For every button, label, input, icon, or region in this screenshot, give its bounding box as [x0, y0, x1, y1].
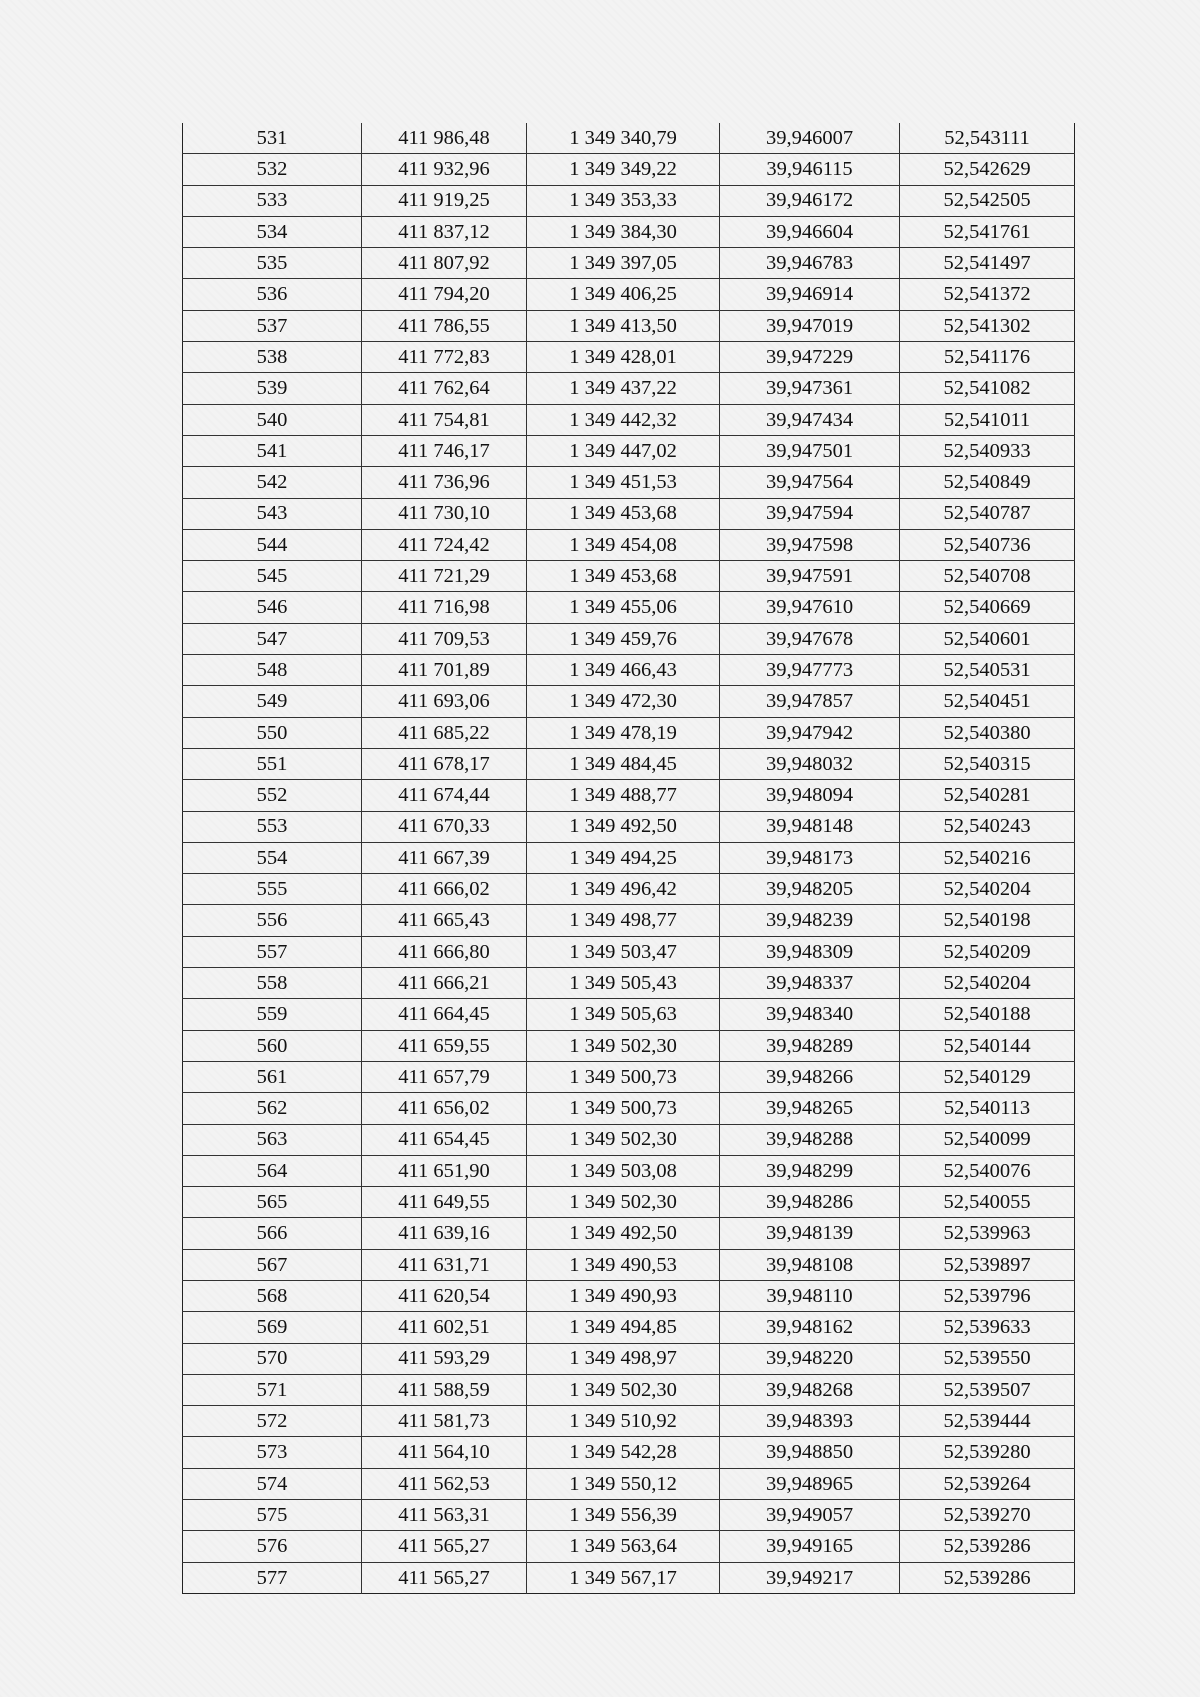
point-number-cell: 550	[183, 717, 362, 748]
y-coordinate-cell: 1 349 428,01	[527, 342, 720, 373]
table-row	[183, 216, 1075, 247]
table-row	[183, 561, 1075, 592]
point-number-cell: 542	[183, 467, 362, 498]
point-number-cell: 548	[183, 655, 362, 686]
latitude-cell: 52,540055	[900, 1187, 1075, 1218]
point-number-cell: 533	[183, 185, 362, 216]
latitude-cell: 52,540380	[900, 717, 1075, 748]
y-coordinate-cell: 1 349 492,50	[527, 811, 720, 842]
x-coordinate-cell: 411 581,73	[362, 1406, 527, 1437]
table-row	[183, 342, 1075, 373]
point-number-cell: 561	[183, 1061, 362, 1092]
table-row	[183, 404, 1075, 435]
point-number-cell: 563	[183, 1124, 362, 1155]
latitude-cell: 52,540531	[900, 655, 1075, 686]
x-coordinate-cell: 411 730,10	[362, 498, 527, 529]
longitude-cell: 39,948110	[720, 1280, 900, 1311]
latitude-cell: 52,541497	[900, 248, 1075, 279]
latitude-cell: 52,539264	[900, 1468, 1075, 1499]
latitude-cell: 52,540216	[900, 842, 1075, 873]
y-coordinate-cell: 1 349 494,85	[527, 1312, 720, 1343]
point-number-cell: 554	[183, 842, 362, 873]
table-row	[183, 1312, 1075, 1343]
table-row	[183, 1437, 1075, 1468]
latitude-cell: 52,543111	[900, 123, 1075, 154]
y-coordinate-cell: 1 349 406,25	[527, 279, 720, 310]
longitude-cell: 39,947564	[720, 467, 900, 498]
longitude-cell: 39,946115	[720, 154, 900, 185]
y-coordinate-cell: 1 349 453,68	[527, 561, 720, 592]
x-coordinate-cell: 411 659,55	[362, 1030, 527, 1061]
latitude-cell: 52,540099	[900, 1124, 1075, 1155]
longitude-cell: 39,948162	[720, 1312, 900, 1343]
point-number-cell: 558	[183, 968, 362, 999]
latitude-cell: 52,539280	[900, 1437, 1075, 1468]
y-coordinate-cell: 1 349 556,39	[527, 1500, 720, 1531]
longitude-cell: 39,946172	[720, 185, 900, 216]
y-coordinate-cell: 1 349 349,22	[527, 154, 720, 185]
longitude-cell: 39,948286	[720, 1187, 900, 1218]
x-coordinate-cell: 411 649,55	[362, 1187, 527, 1218]
point-number-cell: 549	[183, 686, 362, 717]
longitude-cell: 39,948148	[720, 811, 900, 842]
table-row	[183, 1280, 1075, 1311]
point-number-cell: 556	[183, 905, 362, 936]
point-number-cell: 559	[183, 999, 362, 1030]
point-number-cell: 532	[183, 154, 362, 185]
table-row	[183, 1093, 1075, 1124]
x-coordinate-cell: 411 665,43	[362, 905, 527, 936]
point-number-cell: 537	[183, 310, 362, 341]
point-number-cell: 543	[183, 498, 362, 529]
point-number-cell: 577	[183, 1562, 362, 1593]
latitude-cell: 52,539796	[900, 1280, 1075, 1311]
point-number-cell: 570	[183, 1343, 362, 1374]
point-number-cell: 534	[183, 216, 362, 247]
longitude-cell: 39,947229	[720, 342, 900, 373]
x-coordinate-cell: 411 666,21	[362, 968, 527, 999]
table-row	[183, 811, 1075, 842]
x-coordinate-cell: 411 986,48	[362, 123, 527, 154]
point-number-cell: 572	[183, 1406, 362, 1437]
longitude-cell: 39,947501	[720, 435, 900, 466]
y-coordinate-cell: 1 349 500,73	[527, 1061, 720, 1092]
x-coordinate-cell: 411 746,17	[362, 435, 527, 466]
x-coordinate-cell: 411 565,27	[362, 1562, 527, 1593]
y-coordinate-cell: 1 349 397,05	[527, 248, 720, 279]
point-number-cell: 540	[183, 404, 362, 435]
y-coordinate-cell: 1 349 510,92	[527, 1406, 720, 1437]
table-row	[183, 185, 1075, 216]
longitude-cell: 39,947591	[720, 561, 900, 592]
y-coordinate-cell: 1 349 353,33	[527, 185, 720, 216]
table-row	[183, 1249, 1075, 1280]
latitude-cell: 52,540281	[900, 780, 1075, 811]
y-coordinate-cell: 1 349 459,76	[527, 623, 720, 654]
y-coordinate-cell: 1 349 484,45	[527, 748, 720, 779]
latitude-cell: 52,540204	[900, 968, 1075, 999]
x-coordinate-cell: 411 807,92	[362, 248, 527, 279]
y-coordinate-cell: 1 349 502,30	[527, 1030, 720, 1061]
x-coordinate-cell: 411 837,12	[362, 216, 527, 247]
longitude-cell: 39,948268	[720, 1374, 900, 1405]
latitude-cell: 52,539897	[900, 1249, 1075, 1280]
y-coordinate-cell: 1 349 384,30	[527, 216, 720, 247]
point-number-cell: 571	[183, 1374, 362, 1405]
latitude-cell: 52,539633	[900, 1312, 1075, 1343]
point-number-cell: 544	[183, 529, 362, 560]
y-coordinate-cell: 1 349 503,47	[527, 936, 720, 967]
y-coordinate-cell: 1 349 472,30	[527, 686, 720, 717]
x-coordinate-cell: 411 620,54	[362, 1280, 527, 1311]
latitude-cell: 52,539270	[900, 1500, 1075, 1531]
x-coordinate-cell: 411 563,31	[362, 1500, 527, 1531]
longitude-cell: 39,949217	[720, 1562, 900, 1593]
x-coordinate-cell: 411 666,02	[362, 874, 527, 905]
x-coordinate-cell: 411 657,79	[362, 1061, 527, 1092]
longitude-cell: 39,947678	[720, 623, 900, 654]
latitude-cell: 52,539507	[900, 1374, 1075, 1405]
x-coordinate-cell: 411 666,80	[362, 936, 527, 967]
y-coordinate-cell: 1 349 496,42	[527, 874, 720, 905]
x-coordinate-cell: 411 716,98	[362, 592, 527, 623]
x-coordinate-cell: 411 667,39	[362, 842, 527, 873]
x-coordinate-cell: 411 656,02	[362, 1093, 527, 1124]
x-coordinate-cell: 411 724,42	[362, 529, 527, 560]
longitude-cell: 39,946914	[720, 279, 900, 310]
y-coordinate-cell: 1 349 542,28	[527, 1437, 720, 1468]
longitude-cell: 39,948205	[720, 874, 900, 905]
point-number-cell: 576	[183, 1531, 362, 1562]
table-row	[183, 686, 1075, 717]
longitude-cell: 39,947857	[720, 686, 900, 717]
x-coordinate-cell: 411 736,96	[362, 467, 527, 498]
latitude-cell: 52,540736	[900, 529, 1075, 560]
point-number-cell: 573	[183, 1437, 362, 1468]
longitude-cell: 39,948265	[720, 1093, 900, 1124]
table-row	[183, 780, 1075, 811]
x-coordinate-cell: 411 562,53	[362, 1468, 527, 1499]
latitude-cell: 52,540669	[900, 592, 1075, 623]
y-coordinate-cell: 1 349 494,25	[527, 842, 720, 873]
table-row	[183, 1562, 1075, 1593]
y-coordinate-cell: 1 349 505,43	[527, 968, 720, 999]
point-number-cell: 536	[183, 279, 362, 310]
table-row	[183, 248, 1075, 279]
latitude-cell: 52,540451	[900, 686, 1075, 717]
latitude-cell: 52,539286	[943, 1566, 1031, 1589]
longitude-cell: 39,949057	[720, 1500, 900, 1531]
point-number-cell: 539	[183, 373, 362, 404]
coordinates-table-body	[183, 123, 1075, 1593]
longitude-cell: 39,948340	[720, 999, 900, 1030]
x-coordinate-cell: 411 654,45	[362, 1124, 527, 1155]
latitude-cell: 52,540129	[900, 1061, 1075, 1092]
longitude-cell: 39,947610	[720, 592, 900, 623]
point-number-cell: 569	[183, 1312, 362, 1343]
longitude-cell: 39,948850	[720, 1437, 900, 1468]
table-row	[183, 1500, 1075, 1531]
latitude-cell: 52,540315	[900, 748, 1075, 779]
table-row	[183, 999, 1075, 1030]
latitude-cell: 52,540708	[900, 561, 1075, 592]
longitude-cell: 39,948309	[720, 936, 900, 967]
point-number-cell: 560	[183, 1030, 362, 1061]
x-coordinate-cell: 411 674,44	[362, 780, 527, 811]
latitude-cell: 52,540198	[900, 905, 1075, 936]
latitude-cell: 52,539286	[900, 1531, 1075, 1562]
point-number-cell: 551	[183, 748, 362, 779]
x-coordinate-cell: 411 631,71	[362, 1249, 527, 1280]
table-row	[183, 1374, 1075, 1405]
x-coordinate-cell: 411 754,81	[362, 404, 527, 435]
table-row	[183, 936, 1075, 967]
latitude-cell: 52,541372	[900, 279, 1075, 310]
table-row	[183, 1155, 1075, 1186]
table-row	[183, 592, 1075, 623]
y-coordinate-cell: 1 349 502,30	[527, 1374, 720, 1405]
x-coordinate-cell: 411 651,90	[362, 1155, 527, 1186]
table-row	[183, 1124, 1075, 1155]
table-row	[183, 279, 1075, 310]
y-coordinate-cell: 1 349 567,17	[527, 1562, 720, 1593]
longitude-cell: 39,946007	[720, 123, 900, 154]
longitude-cell: 39,948393	[720, 1406, 900, 1437]
longitude-cell: 39,947361	[720, 373, 900, 404]
table-row	[183, 717, 1075, 748]
table-row	[183, 435, 1075, 466]
y-coordinate-cell: 1 349 413,50	[527, 310, 720, 341]
point-number-cell: 531	[183, 123, 362, 154]
latitude-cell: 52,539444	[900, 1406, 1075, 1437]
table-row	[183, 123, 1075, 154]
point-number-cell: 546	[183, 592, 362, 623]
point-number-cell: 565	[183, 1187, 362, 1218]
longitude-cell: 39,948220	[720, 1343, 900, 1374]
x-coordinate-cell: 411 701,89	[362, 655, 527, 686]
point-number-cell: 568	[183, 1280, 362, 1311]
x-coordinate-cell: 411 709,53	[362, 623, 527, 654]
table-row	[183, 905, 1075, 936]
y-coordinate-cell: 1 349 488,77	[527, 780, 720, 811]
longitude-cell: 39,948337	[720, 968, 900, 999]
x-coordinate-cell: 411 602,51	[362, 1312, 527, 1343]
x-coordinate-cell: 411 670,33	[362, 811, 527, 842]
x-coordinate-cell: 411 593,29	[362, 1343, 527, 1374]
latitude-cell: 52,541011	[900, 404, 1075, 435]
x-coordinate-cell: 411 564,10	[362, 1437, 527, 1468]
x-coordinate-cell: 411 664,45	[362, 999, 527, 1030]
latitude-cell: 52,540076	[900, 1155, 1075, 1186]
y-coordinate-cell: 1 349 505,63	[527, 999, 720, 1030]
longitude-cell: 39,948173	[720, 842, 900, 873]
latitude-cell: 52,542505	[900, 185, 1075, 216]
coordinates-table	[182, 123, 1075, 1594]
table-row	[183, 655, 1075, 686]
latitude-cell: 52,540188	[900, 999, 1075, 1030]
point-number-cell: 566	[183, 1218, 362, 1249]
longitude-cell: 39,948288	[720, 1124, 900, 1155]
table-row	[183, 748, 1075, 779]
table-row	[183, 1061, 1075, 1092]
latitude-cell: 52,539963	[900, 1218, 1075, 1249]
point-number-cell: 557	[183, 936, 362, 967]
longitude-cell: 39,948108	[720, 1249, 900, 1280]
table-row	[183, 1030, 1075, 1061]
latitude-cell: 52,541302	[900, 310, 1075, 341]
latitude-cell: 52,540849	[900, 467, 1075, 498]
x-coordinate-cell: 411 762,64	[362, 373, 527, 404]
y-coordinate-cell: 1 349 503,08	[527, 1155, 720, 1186]
table-row	[183, 467, 1075, 498]
table-row	[183, 623, 1075, 654]
x-coordinate-cell: 411 685,22	[362, 717, 527, 748]
longitude-cell: 39,947019	[720, 310, 900, 341]
x-coordinate-cell: 411 794,20	[362, 279, 527, 310]
latitude-cell: 52,539550	[900, 1343, 1075, 1374]
y-coordinate-cell: 1 349 490,53	[527, 1249, 720, 1280]
y-coordinate-cell: 1 349 447,02	[527, 435, 720, 466]
latitude-cell: 52,540209	[900, 936, 1075, 967]
latitude-cell: 52,540144	[900, 1030, 1075, 1061]
y-coordinate-cell: 1 349 466,43	[527, 655, 720, 686]
y-coordinate-cell: 1 349 498,97	[527, 1343, 720, 1374]
longitude-cell: 39,948094	[720, 780, 900, 811]
y-coordinate-cell: 1 349 437,22	[527, 373, 720, 404]
y-coordinate-cell: 1 349 500,73	[527, 1093, 720, 1124]
point-number-cell: 575	[183, 1500, 362, 1531]
longitude-cell: 39,949165	[720, 1531, 900, 1562]
longitude-cell: 39,946604	[720, 216, 900, 247]
x-coordinate-cell: 411 786,55	[362, 310, 527, 341]
point-number-cell: 547	[183, 623, 362, 654]
longitude-cell: 39,948239	[720, 905, 900, 936]
table-row	[183, 1468, 1075, 1499]
longitude-cell: 39,948299	[720, 1155, 900, 1186]
y-coordinate-cell: 1 349 442,32	[527, 404, 720, 435]
y-coordinate-cell: 1 349 502,30	[527, 1124, 720, 1155]
table-row	[183, 1406, 1075, 1437]
table-row	[183, 310, 1075, 341]
point-number-cell: 541	[183, 435, 362, 466]
table-row	[183, 842, 1075, 873]
x-coordinate-cell: 411 588,59	[362, 1374, 527, 1405]
y-coordinate-cell: 1 349 550,12	[527, 1468, 720, 1499]
table-row	[183, 498, 1075, 529]
point-number-cell: 552	[183, 780, 362, 811]
latitude-cell: 52,540787	[900, 498, 1075, 529]
y-coordinate-cell: 1 349 490,93	[527, 1280, 720, 1311]
point-number-cell: 545	[183, 561, 362, 592]
latitude-cell: 52,540933	[900, 435, 1075, 466]
latitude-cell: 52,540113	[900, 1093, 1075, 1124]
y-coordinate-cell: 1 349 454,08	[527, 529, 720, 560]
x-coordinate-cell: 411 919,25	[362, 185, 527, 216]
table-row	[183, 874, 1075, 905]
x-coordinate-cell: 411 772,83	[362, 342, 527, 373]
x-coordinate-cell: 411 565,27	[362, 1531, 527, 1562]
y-coordinate-cell: 1 349 451,53	[527, 467, 720, 498]
y-coordinate-cell: 1 349 455,06	[527, 592, 720, 623]
latitude-cell: 52,541082	[900, 373, 1075, 404]
table-row	[183, 1531, 1075, 1562]
point-number-cell: 562	[183, 1093, 362, 1124]
table-row	[183, 154, 1075, 185]
latitude-cell: 52,540601	[900, 623, 1075, 654]
latitude-cell: 52,541176	[900, 342, 1075, 373]
latitude-cell: 52,541761	[900, 216, 1075, 247]
y-coordinate-cell: 1 349 502,30	[527, 1187, 720, 1218]
longitude-cell: 39,947773	[720, 655, 900, 686]
point-number-cell: 535	[183, 248, 362, 279]
longitude-cell: 39,947434	[720, 404, 900, 435]
latitude-cell: 52,540243	[900, 811, 1075, 842]
table-row	[183, 529, 1075, 560]
table-row	[183, 373, 1075, 404]
y-coordinate-cell: 1 349 498,77	[527, 905, 720, 936]
longitude-cell: 39,947594	[720, 498, 900, 529]
longitude-cell: 39,948139	[720, 1218, 900, 1249]
y-coordinate-cell: 1 349 492,50	[527, 1218, 720, 1249]
y-coordinate-cell: 1 349 563,64	[527, 1531, 720, 1562]
table-row	[183, 1343, 1075, 1374]
y-coordinate-cell: 1 349 340,79	[527, 123, 720, 154]
longitude-cell: 39,948965	[720, 1468, 900, 1499]
longitude-cell: 39,948032	[720, 748, 900, 779]
point-number-cell: 564	[183, 1155, 362, 1186]
point-number-cell: 555	[183, 874, 362, 905]
longitude-cell: 39,948289	[720, 1030, 900, 1061]
longitude-cell: 39,948266	[720, 1061, 900, 1092]
x-coordinate-cell: 411 639,16	[362, 1218, 527, 1249]
point-number-cell: 574	[183, 1468, 362, 1499]
x-coordinate-cell: 411 721,29	[362, 561, 527, 592]
table-row	[183, 1218, 1075, 1249]
x-coordinate-cell: 411 678,17	[362, 748, 527, 779]
latitude-cell: 52,542629	[900, 154, 1075, 185]
y-coordinate-cell: 1 349 453,68	[527, 498, 720, 529]
point-number-cell: 538	[183, 342, 362, 373]
table-row	[183, 968, 1075, 999]
longitude-cell: 39,947598	[720, 529, 900, 560]
x-coordinate-cell: 411 693,06	[362, 686, 527, 717]
latitude-cell: 52,540204	[900, 874, 1075, 905]
y-coordinate-cell: 1 349 478,19	[527, 717, 720, 748]
point-number-cell: 567	[183, 1249, 362, 1280]
longitude-cell: 39,947942	[720, 717, 900, 748]
x-coordinate-cell: 411 932,96	[362, 154, 527, 185]
point-number-cell: 553	[183, 811, 362, 842]
longitude-cell: 39,946783	[720, 248, 900, 279]
table-row	[183, 1187, 1075, 1218]
